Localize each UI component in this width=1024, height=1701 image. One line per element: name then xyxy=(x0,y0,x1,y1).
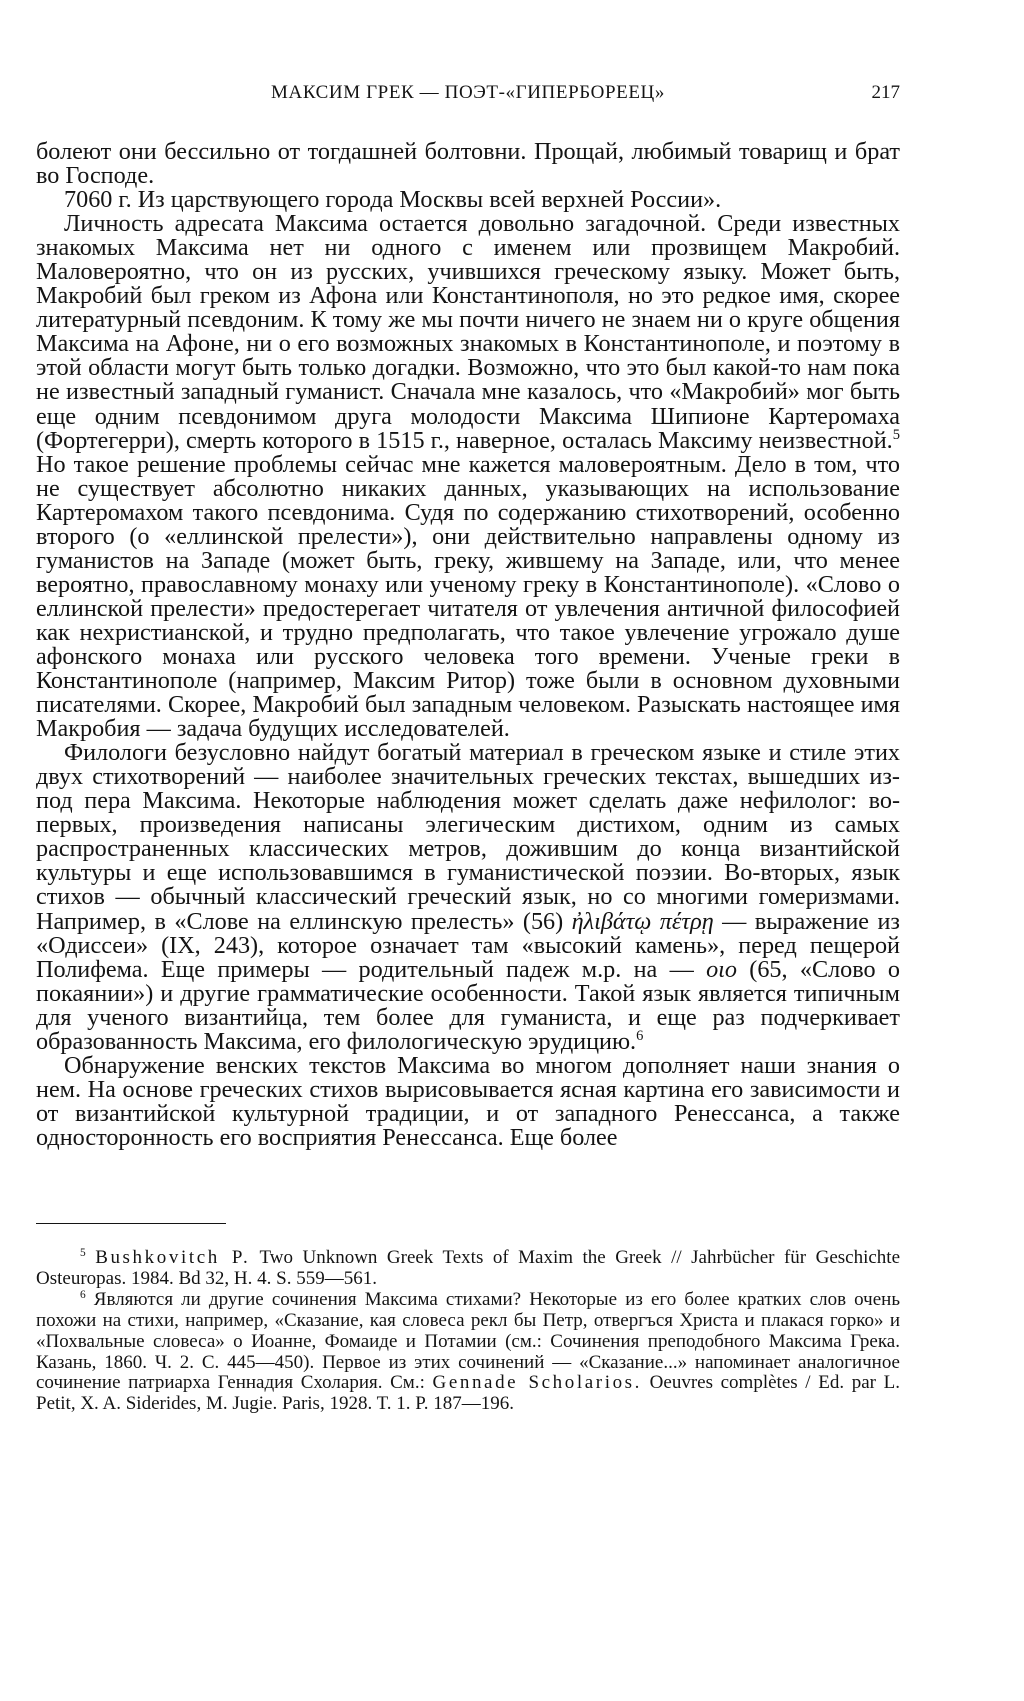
footnotes xyxy=(36,1248,900,1415)
page-number: 217 xyxy=(871,82,900,103)
paragraph-conclusion: Обнаружение венских текстов Максима во многом дополняет наши знания о нем. На основе греческих стихов вырисовывается ясная картина его зависимости и от византийской культурной традиции, и от западного Ренессанса, а также односторонность его восприятия Ренессанса. Еще более xyxy=(36,1051,900,1151)
paragraph-philology-part-3: (65, «Слово о покаянии») и другие грамматические особенности. Такой язык является типичным для ученого византийца, тем более для гуманиста, и еще раз подчеркивает образованность Максима, его филологическую эрудицию. xyxy=(36,955,901,1055)
paragraph-philology-part-1: Филологи безусловно найдут богатый материал в греческом языке и стиле этих двух стихотворений — наиболее значительных греческих текстах, вышедших из-под пера Максима. Некоторые наблюдения может сделать даже нефилолог: во-первых, произведения написаны элегическим дистихом, одним из самых распространенных классических метров, дожившим до конца византийской культуры и еще использовавшимся в гуманистической поэзии. Во-вторых, язык стихов — обычный классический греческий язык, но со многими гомеризмами. Например, в «Слове на еллинскую прелесть» (56) xyxy=(36,739,900,935)
footnote-6-number: 6 xyxy=(80,1288,86,1301)
paragraph-letter-ending: болеют они бессильно от тогдашней болтовни. Прощай, любимый товарищ и брат во Господе. xyxy=(36,138,900,190)
footnote-separator xyxy=(36,1223,226,1224)
running-title: МАКСИМ ГРЕК — ПОЭТ-«ГИПЕРБОРЕЕЦ» xyxy=(271,82,665,103)
main-text xyxy=(36,140,900,1150)
footnote-5-text: Two Unknown Greek Texts of Maxim the Greek // Jahrbücher für Geschichte Osteuropas. 1984. Bd 32, H. 4. S. 559—561. xyxy=(36,1247,901,1289)
footnote-6 xyxy=(36,1290,900,1415)
paragraph-letter-date: 7060 г. Из царствующего города Москвы всей верхней России». xyxy=(64,186,722,214)
paragraph-philology-part-2: — выражение из «Одиссеи» (IX, 243), которое означает там «высокий камень», перед пещерой Полифема. Еще примеры — родительный падеж м.р. на — xyxy=(36,907,900,983)
paragraph-addressee-part-1: Личность адресата Максима остается довольно загадочной. Среди известных знакомых Максима нет ни одного с именем или прозвищем Макробий. Маловероятно, что он из русских, учившихся греческому языку. Может быть, Макробий был греком из Афона или Константинополя, но это редкое имя, скорее литературный псевдоним. К тому же мы почти ничего не знаем ни о круге общения Максима на Афоне, ни о его возможных знакомых в Константинополе, и поэтому в этой области могут быть только догадки. Возможно, что это был какой-то нам пока не известный западный гуманист. Сначала мне казалось, что «Макробий» мог быть еще одним псевдонимом друга молодости Максима Шипионе Картеромаха (Фортегерри), смерть которого в 1515 г., наверное, осталась Максиму неизвестной. xyxy=(36,210,900,454)
footnote-6-author: Gennade Scholarios. xyxy=(432,1372,643,1394)
footnote-ref-5[interactable]: 5 xyxy=(892,426,900,443)
paragraph-addressee-part-2: Но такое решение проблемы сейчас мне кажется маловероятным. Дело в том, что не существует абсолютно никаких данных, указывающих на использование Картеромахом такого псевдонима. Судя по содержанию стихотворений, особенно второго (о «еллинской прелести»), они действительно направлены одному из гуманистов на Западе (может быть, греку, жившему на Западе, или, что менее вероятно, православному монаху или ученому греку в Константинополе). «Слово о еллинской прелести» предостерегает читателя от увлечения античной философией как нехристианской, и трудно предполагать, что такое увлечение угрожало душе афонского монаха или русского человека того времени. Ученые греки в Константинополе (например, Максим Ритор) тоже были в основном духовными писателями. Скорее, Макробий был западным человеком. Разыскать настоящее имя Макробия — задача будущих исследователей. xyxy=(36,450,900,743)
greek-phrase: ἠλιβάτῳ πέτρῃ xyxy=(571,907,714,935)
paragraph-addressee xyxy=(36,212,900,741)
footnote-6-text-part-2: Oeuvres complètes / Ed. par L. Petit, X. A. Siderides, M. Jugie. Paris, 1928. T. 1. P. 187—196. xyxy=(36,1372,900,1415)
footnote-5 xyxy=(36,1248,900,1290)
footnote-ref-6[interactable]: 6 xyxy=(636,1028,644,1045)
footnote-6-text-part-1: Являются ли другие сочинения Максима стихами? Некоторые из его более кратких слов очень похожи на стихи, например, «Сказание, кая словеса рекл бы Петр, отвергъся Христа и плакася горко» и «Похвальные словеса» о Иоанне, Фомаиде и Потамии (см.: Сочинения преподобного Максима Грека. Казань, 1860. Ч. 2. С. 445—450). Первое из этих сочинений — «Сказание...» напоминает аналогичное сочинение патриарха Геннадия Схолария. См.: xyxy=(36,1288,900,1394)
footnote-5-author: Bushkovitch P. xyxy=(95,1247,251,1268)
footnote-5-number: 5 xyxy=(80,1247,86,1260)
greek-ending: οιο xyxy=(706,955,737,983)
running-head xyxy=(36,82,900,112)
paragraph-philology xyxy=(36,741,900,1054)
